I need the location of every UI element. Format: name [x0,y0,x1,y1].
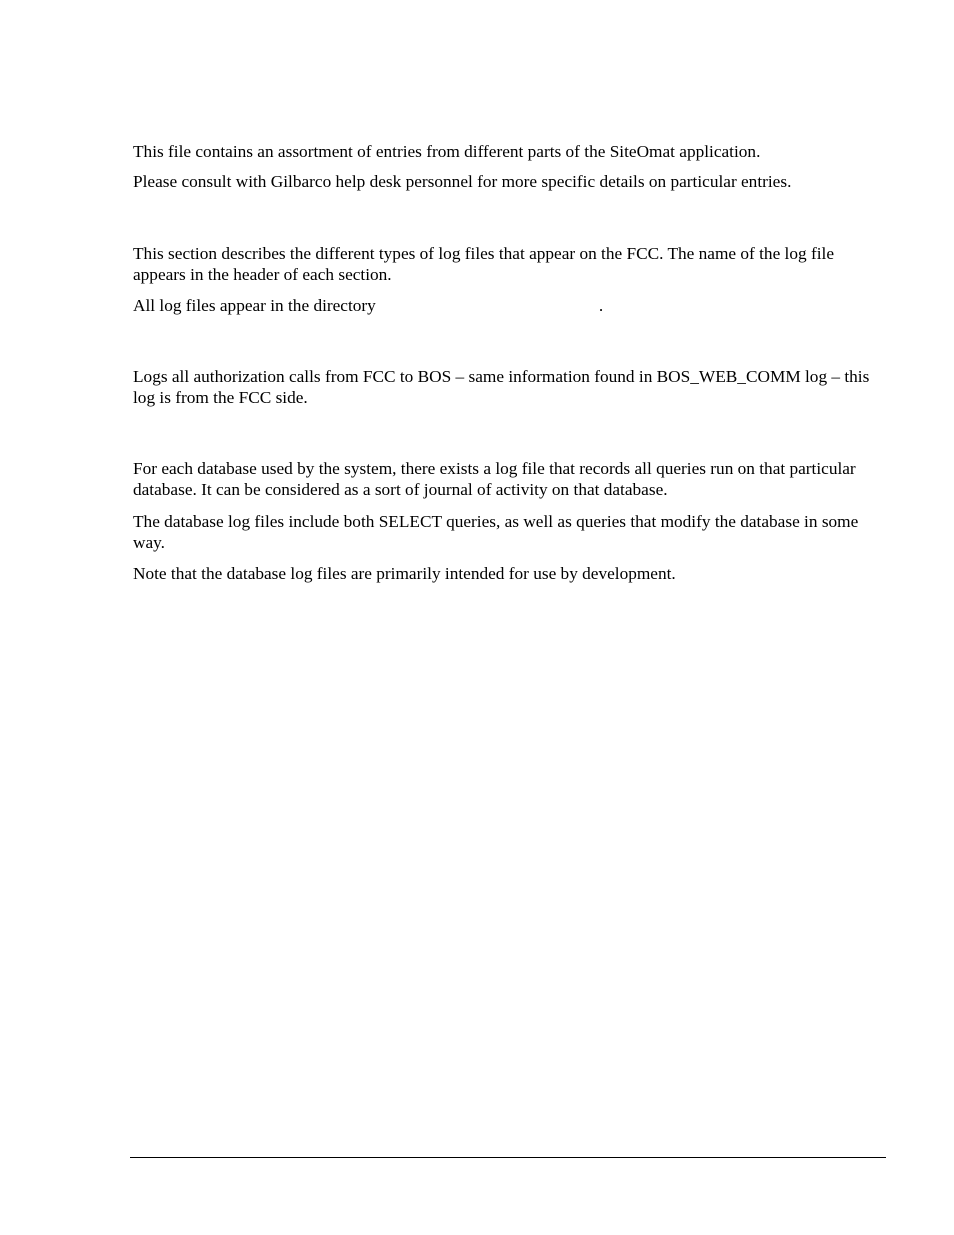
database-log-paragraph-3: Note that the database log files are primarily intended for use by development. [133,564,676,583]
log-directory-line [133,295,878,316]
authorization-log-description: Logs all authorization calls from FCC to BOS – same information found in BOS_WEB_COMM log – this log is from the FCC side. [133,367,870,407]
database-log-paragraph-2: The database log files include both SELECT queries, as well as queries that modify the database in some way. [133,512,859,552]
log-files-description: This section describes the different types of log files that appear on the FCC. The name of the log file appears in the header of each section. [133,244,834,284]
log-directory-label: All log files appear in the directory [133,296,376,315]
intro-line-2: Please consult with Gilbarco help desk personnel for more specific details on particular entries. [133,172,792,191]
footer-divider [130,1157,886,1158]
log-directory-period: . [598,296,604,315]
intro-line-1: This file contains an assortment of entries from different parts of the SiteOmat application. [133,142,761,161]
database-log-paragraph-1: For each database used by the system, there exists a log file that records all queries run on that particular database. It can be considered as a sort of journal of activity on that database. [133,459,856,499]
